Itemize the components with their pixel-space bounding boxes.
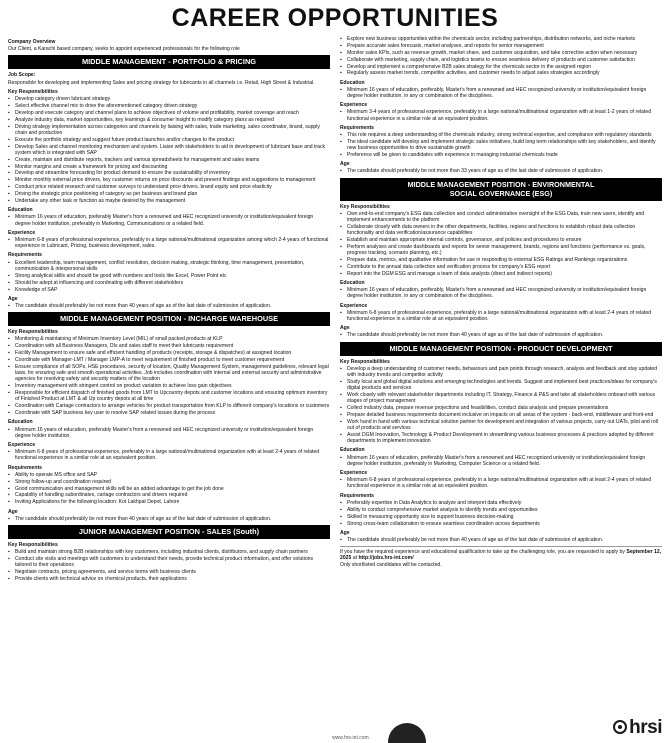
list-item: ▪ This role requires a deep understanding of the chemicals industry, strong technical expertise, and compliance with regulatory standards: [340, 132, 662, 138]
page-title: CAREER OPPORTUNITIES: [171, 4, 499, 32]
company-overview-text: Our Client, a Karachi based company, seeks to appoint experienced professionals for the following role: [8, 46, 240, 53]
age-list: [340, 537, 662, 543]
responsibilities-label: Key Responsibilities: [340, 203, 390, 210]
list-item: ▪ Minimum 3-4 years of professional experience, preferably in a large national/multinational organization with at least 1-2 years of related functional experience in a similar role at an equivalent position.: [340, 109, 662, 121]
education-label: Education: [340, 79, 365, 86]
list-item: ▪ Coordination with all Business Managers, DIs and sales staff to meet their lubricants requirement: [8, 343, 330, 349]
list-item: ▪ Establish and maintain appropriate internal controls, governance, and policies and procedures to ensure: [340, 237, 662, 243]
age-label: Age: [8, 295, 18, 302]
age-list: [340, 332, 662, 338]
job-scope-label: Job Scope:: [8, 72, 36, 79]
experience-label: Experience: [340, 470, 368, 477]
experience-list: [340, 310, 662, 322]
apply-text: If you have the required experience and educational qualification to take up the challenging role, you are requested to apply by: [340, 549, 625, 556]
list-item: ▪ Capability of handling subordinates, cartage contractors and drivers required: [8, 492, 330, 498]
list-item: ▪ Develop Sales and channel monitoring mechanism and system. Liaise with stakeholders to aid in development of lubricant base and track system which is integrated with SAP: [8, 144, 330, 156]
list-item: ▪ Build and maintain strong B2B relationships with key customers, including industrial clients, distributors, and supply chain partners: [8, 549, 330, 555]
apply-footer: [340, 546, 662, 568]
list-item: ▪ Execute the portfolio strategy and suggest future product launches and/or changes to the product: [8, 137, 330, 143]
list-item: ▪ Minimum 16 years of education, preferably, Master's from a renowned and HEC recognized university or institution/equivalent foreign degree holder institution, in any or combination of the disciplines.: [340, 87, 662, 99]
list-item: ▪ Study local and global digital solutions and emerging technologies and trends. Suggest and implement best practices/ideas for company's digital products and services: [340, 379, 662, 391]
list-item: ▪ Driving strategy implementation across categories and channels by liaising with sales, trade marketing, sales coordinator, brand, supply chain and production: [8, 124, 330, 136]
list-item: ▪ Strong analytical skills and should be good with numbers and tools like Excel, Power Point etc: [8, 273, 330, 279]
list-item: ▪ Prepare data, metrics, and qualitative information for use in responding to external ESG Ratings and Rankings organizations: [340, 257, 662, 263]
education-list: [340, 455, 662, 467]
responsibilities-label: Key Responsibilities: [8, 541, 58, 548]
list-item: ▪ Inviting Applications for the following location: Kot Lakhpat Depot, Lahore: [8, 499, 330, 505]
list-item: ▪ Knowledge of SAP: [8, 287, 330, 293]
list-item: ▪ Minimum 16 years of education, preferably, Master's from a renowned and HEC recognized university or institution/equivalent foreign degree holder institution, in any or combination of the disciplines.: [340, 287, 662, 299]
requirements-list: [340, 500, 662, 527]
right-column: [340, 36, 662, 583]
list-item: ▪ Coordination with Cartage contractors to arrange vehicles for product transportation from KLP to different company's locations or customers: [8, 403, 330, 409]
list-item: ▪ Regularly assess market trends, competitor activities, and customer needs to adjust sales strategies accordingly: [340, 70, 662, 76]
list-item: ▪ Strong cross-team collaboration to ensure seamless coordination across departments: [340, 521, 662, 527]
list-item: ▪ Minimum 16 years of education, preferably Master's from a renowned and HEC recognized university or institution/equivalent foreign degree holder institution.: [8, 427, 330, 439]
list-item: ▪ Collaborate with marketing, supply chain, and logistics teams to ensure seamless delivery of products and customer satisfaction: [340, 57, 662, 63]
age-label: Age: [8, 508, 18, 515]
list-item: ▪ Undertake any other task or function as maybe desired by the management: [8, 198, 330, 204]
left-column: [8, 36, 330, 583]
list-item: ▪ Monitor margins and create a framework for pricing and discounting: [8, 164, 330, 170]
experience-list: [8, 449, 330, 461]
hrsi-logo-mark-icon: [613, 720, 627, 734]
job-scope-text: Responsible for developing and implementing Sales and pricing strategy for lubricants in all channels i.e. Retail, High Street & Industrial.: [8, 79, 315, 86]
list-item: ▪ The candidate should preferably be not more than 40 years of age as of the last date of submission of application.: [8, 303, 330, 309]
list-item: ▪ Ability to conduct comprehensive market analysis to identify trends and opportunities: [340, 507, 662, 513]
list-item: ▪ Conduct price related research and customer surveys to understand price drivers, brand equity and price elasticity: [8, 184, 330, 190]
section-bar-incharge-warehouse: MIDDLE MANAGEMENT POSITION - INCHARGE WAREHOUSE: [8, 312, 330, 326]
education-label: Education: [8, 207, 33, 214]
apply-link[interactable]: http://jobs.hrs-int.com/: [358, 555, 414, 562]
experience-label: Experience: [8, 229, 36, 236]
experience-label: Experience: [340, 302, 368, 309]
experience-label: Experience: [340, 102, 368, 109]
partial-round-logo: [388, 723, 426, 743]
list-item: ▪ Provide clients with technical advice on chemical products, their applications: [8, 576, 330, 582]
list-item: ▪ Ensure compliance of all SOPs, HSE procedures, security of location, Quality Management System, management guidelines, relevant legal laws, for ensuring safe and smooth operational activities. Job includes coordination with internal and external security and administrative agencies for resolving safety and security matters of the location: [8, 364, 330, 383]
age-label: Age: [340, 529, 350, 536]
list-item: ▪ Work closely with relevant stakeholder departments including IT, Strategy, Finance & P&S and take all stakeholders onboard with various stages of project management: [340, 392, 662, 404]
requirements-list: [8, 472, 330, 506]
list-item: ▪ The ideal candidate will develop and implement strategic sales initiatives, build long term relationships with key stakeholders, and identify new business opportunities to drive sustainable growth: [340, 139, 662, 151]
education-list: [8, 427, 330, 439]
age-label: Age: [340, 161, 350, 168]
responsibilities-list: [340, 211, 662, 277]
list-item: ▪ Perform analyses and create dashboards and reports for senior management, brands, regions and functions (performance vs. goals, progress tracking, scenario planning, etc.): [340, 244, 662, 256]
age-list: [8, 516, 330, 522]
list-item: ▪ Preference will be given to candidates with experience in managing industrial chemicals trade: [340, 152, 662, 158]
age-list: [8, 303, 330, 309]
shortlisted-note: Only shortlisted candidates will be contacted.: [340, 561, 442, 568]
list-item: ▪ Coordinate with SAP business key user to resolve SAP related issues during the process: [8, 410, 330, 416]
company-overview-label: Company Overview: [8, 39, 56, 45]
age-label: Age: [340, 325, 350, 332]
responsibilities-list: [8, 336, 330, 416]
list-item: ▪ Prepare detailed business requirements document inclusive on impacts on all areas of the system - back-end, middleware and front-end: [340, 412, 662, 418]
list-item: ▪ Minimum 6-8 years of professional experience, preferably in a large national/multinational organization with at least 2-4 years of related functional experience in a similar role at an equivalent position.: [340, 477, 662, 489]
hrsi-logo: [613, 716, 662, 739]
requirements-label: Requirements: [8, 252, 42, 259]
list-item: ▪ Own end-to-end company's ESG data collection and conduct administrative oversight of the ESG Data, train new users, identify and implement enhancements to the platform: [340, 211, 662, 223]
section-bar-product-development: MIDDLE MANAGEMENT POSITION - PRODUCT DEVELOPMENT: [340, 342, 662, 356]
list-item: ▪ Preferably expertise in Data Analytics to analyze and interpret data effectively: [340, 500, 662, 506]
list-item: ▪ Negotiate contracts, pricing agreements, and service terms with business clients: [8, 569, 330, 575]
education-list: [8, 214, 330, 226]
list-item: ▪ The candidate should preferably be not more than 40 years of age as of the last date of submission of application.: [340, 537, 662, 543]
list-item: ▪ Minimum 6-8 years of professional experience, preferably in a large national/multinational organization with at least 2-4 years of related functional experience in a similar role at an equivalent position.: [8, 449, 330, 461]
section-bar-esg-line2: SOCIAL GOVERNANCE (ESG): [449, 188, 553, 198]
responsibilities-label: Key Responsibilities: [340, 358, 390, 365]
education-label: Education: [8, 419, 33, 426]
list-item: ▪ Good communication and management skills will be an added advantage to get the job done: [8, 486, 330, 492]
section-bar-esg-line1: MIDDLE MANAGEMENT POSITION - ENVIRONMENTAL: [407, 179, 595, 189]
list-item: ▪ The candidate should preferably be not more than 40 years of age as of the last date of submission of application.: [8, 516, 330, 522]
list-item: ▪ Monitor monthly external price drivers, key customer returns on price discounts and present findings and suggestions to management: [8, 177, 330, 183]
section-bar-sales-south: JUNIOR MANAGEMENT POSITION - SALES (South): [8, 525, 330, 539]
list-item: ▪ Monitoring & maintaining of Minimum Inventory Level (MIL) of small packed products at KLP: [8, 336, 330, 342]
section-bar-esg: [340, 178, 662, 201]
list-item: ▪ Work hand in hand with various technical solution partner for development and integration of various projects, carry out UATs, pilot and roll out of products and services: [340, 419, 662, 431]
requirements-label: Requirements: [8, 464, 42, 471]
requirements-label: Requirements: [340, 492, 374, 499]
list-item: ▪ Develop category driven lubricant strategy: [8, 96, 330, 102]
list-item: ▪ Collaborate closely with data owners in the other departments, facilities, regions and functions to establish robust data collection functionality and data verification/assurance capabilities: [340, 224, 662, 236]
list-item: ▪ Explore new business opportunities within the chemicals sector, including partnerships, distribution networks, and niche markets: [340, 36, 662, 42]
section-bar-portfolio-pricing: MIDDLE MANAGEMENT - PORTFOLIO & PRICING: [8, 55, 330, 69]
list-item: ▪ Facility Management to ensure safe and efficient handling of products (receipts, storage & dispatches) at assigned location: [8, 350, 330, 356]
list-item: ▪ Develop and implement a comprehensive B2B sales strategy for the chemicals sector in the assigned region: [340, 64, 662, 70]
list-item: ▪ Prepare accurate sales forecasts, market analyses, and reports for senior management: [340, 43, 662, 49]
age-list: [340, 168, 662, 174]
requirements-list: [8, 260, 330, 293]
list-item: ▪ Monitor sales KPIs, such as revenue growth, market share, and customer acquisition, and take corrective action when necessary: [340, 50, 662, 56]
responsibilities-list: [340, 36, 662, 77]
list-item: ▪ Responsible for efficient dispatch of finished goods from LMT to Upcountry depots and customer locations and ensuring optimum inventory of Finished Product at LMT & all Up country depots at all time: [8, 390, 330, 402]
two-column-body: [8, 36, 662, 583]
education-list: [340, 287, 662, 299]
list-item: ▪ Conduct site visits and meetings with customers to understand their needs, provide technical product information, and offer solutions tailored to their operations: [8, 556, 330, 568]
list-item: ▪ Create, maintain and distribute reports, trackers and various spreadsheets for management and sales teams: [8, 157, 330, 163]
responsibilities-label: Key Responsibilities: [8, 329, 58, 336]
responsibilities-list: [8, 96, 330, 204]
list-item: ▪ Develop and execute category and channel plans to achieve objectives of volume and profitability, market coverage and reach: [8, 110, 330, 116]
list-item: ▪ Minimum 16 years of education, preferably Master's from a renowned and HEC recognized university or institution/equivalent foreign degree holder institution, preferably in Marketing, Computer Science or a related field.: [340, 455, 662, 467]
education-list: [340, 87, 662, 99]
list-item: ▪ Inventory management with stringent control on product variation to achieve loss gain objectives: [8, 383, 330, 389]
list-item: ▪ Develop and streamline forecasting for product demand to ensure the sustainability of inventory: [8, 170, 330, 176]
list-item: ▪ Minimum 16 years of education, preferably Master's from a renowned and HEC recognized university or institution/equivalent foreign degree holder institution, preferably in Marketing, Communications or a related field.: [8, 214, 330, 226]
experience-list: [340, 477, 662, 489]
list-item: ▪ Minimum 6-8 years of professional experience, preferably in a large national/multinational organization among which 2-4 years of functional experience in Lubricant, Pricing, business development, sales.: [8, 237, 330, 249]
responsibilities-label: Key Responsibilities: [8, 88, 58, 95]
list-item: ▪ The candidate should preferably be not more than 40 years of age as of the last date of submission of application.: [340, 332, 662, 338]
apply-mid: at: [352, 555, 358, 562]
experience-label: Experience: [8, 441, 36, 448]
list-item: ▪ Contribute to the annual data collection and verification process for company's ESG report: [340, 264, 662, 270]
list-item: ▪ Skilled in measuring opportunity size to support business decision-making: [340, 514, 662, 520]
list-item: ▪ Analyze industry data, market opportunities, key learnings & consumer insight to modify category plans as required: [8, 117, 330, 123]
responsibilities-list: [340, 366, 662, 445]
list-item: ▪ Ability to operate MS office and SAP: [8, 472, 330, 478]
list-item: ▪ Select effective channel mix to drive the aforementioned category driven strategy: [8, 103, 330, 109]
list-item: ▪ Assist DGM Innovation, Technology & Product Development in streamlining various business processes & practices adopted by different departments to implement innovation: [340, 432, 662, 444]
experience-list: [340, 109, 662, 121]
requirements-label: Requirements: [340, 124, 374, 131]
hrsi-logo-text: hrsi: [629, 716, 662, 738]
list-item: ▪ Should be adept at influencing and coordinating with different stakeholders: [8, 280, 330, 286]
list-item: ▪ The candidate should preferably be not more than 33 years of age as of the last date of submission of application.: [340, 168, 662, 174]
list-item: ▪ Minimum 6-8 years of professional experience, preferably in a large national/multinational organization with at least 2-4 years of related functional experience in a similar role at an equivalent position.: [340, 310, 662, 322]
responsibilities-list: [8, 549, 330, 582]
list-item: ▪ Driving the strategic price positioning of category as per business and brand plan: [8, 191, 330, 197]
education-label: Education: [340, 280, 365, 287]
apply-deadline: September 12, 2025: [340, 549, 662, 562]
experience-list: [8, 237, 330, 249]
list-item: ▪ Develop a deep understanding of customer needs, behaviours and pain points through research, analysis and feedback and stay updated with industry trends and competitor activity: [340, 366, 662, 378]
list-item: ▪ Coordinate with Manager-LMT / Manager LMP-A to meet requirement of finished product to meet customer requirement: [8, 357, 330, 363]
list-item: ▪ Collect industry data, prepare revenue projections and feasibilities, conduct data analysis and prepare presentations: [340, 405, 662, 411]
list-item: ▪ Report into the DGM ESG and manage a team of data analysts (direct and indirect reports): [340, 271, 662, 277]
list-item: ▪ Strong follow-up and coordination required: [8, 479, 330, 485]
website-url[interactable]: www.hrs-int.com: [332, 734, 369, 741]
education-label: Education: [340, 447, 365, 454]
requirements-list: [340, 132, 662, 158]
list-item: ▪ Excellent leadership, team management, conflict resolution, decision making, strategic thinking, time management, presentation, communication & interpersonal skills: [8, 260, 330, 272]
